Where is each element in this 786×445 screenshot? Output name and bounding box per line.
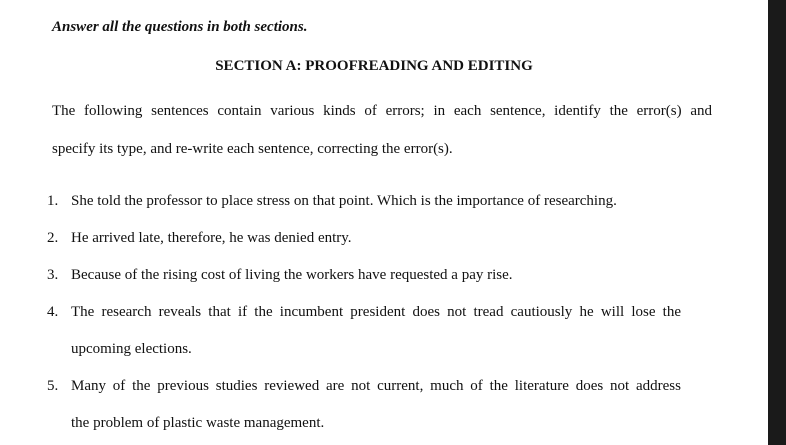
section-title: SECTION A: PROOFREADING AND EDITING <box>215 58 533 74</box>
question-number: 1. <box>47 193 59 209</box>
question-item <box>0 257 768 294</box>
intro-line: The following sentences contain various kinds of errors; in each sentence, identify the error(s) and <box>52 103 712 119</box>
question-item <box>0 294 768 368</box>
question-text-continued: upcoming elections. <box>71 341 192 357</box>
intro-paragraph <box>52 92 712 168</box>
question-item <box>0 183 768 220</box>
question-text: He arrived late, therefore, he was denied entry. <box>71 230 352 246</box>
question-number: 4. <box>47 304 59 320</box>
question-number: 2. <box>47 230 59 246</box>
window-edge-bar <box>768 0 786 445</box>
question-number: 3. <box>47 267 59 283</box>
question-text: The research reveals that if the incumbent president does not tread cautiously he will lose the <box>71 304 681 320</box>
question-item <box>0 368 768 442</box>
instruction-text: Answer all the questions in both sections. <box>52 19 308 35</box>
question-text: Many of the previous studies reviewed are not current, much of the literature does not address <box>71 378 681 394</box>
question-list <box>0 183 768 442</box>
question-text-continued: the problem of plastic waste management. <box>71 415 325 431</box>
question-item <box>0 220 768 257</box>
question-number: 5. <box>47 378 59 394</box>
intro-line: specify its type, and re-write each sentence, correcting the error(s). <box>52 141 453 157</box>
question-text: She told the professor to place stress on that point. Which is the importance of researching. <box>71 193 617 209</box>
question-text: Because of the rising cost of living the workers have requested a pay rise. <box>71 267 513 283</box>
